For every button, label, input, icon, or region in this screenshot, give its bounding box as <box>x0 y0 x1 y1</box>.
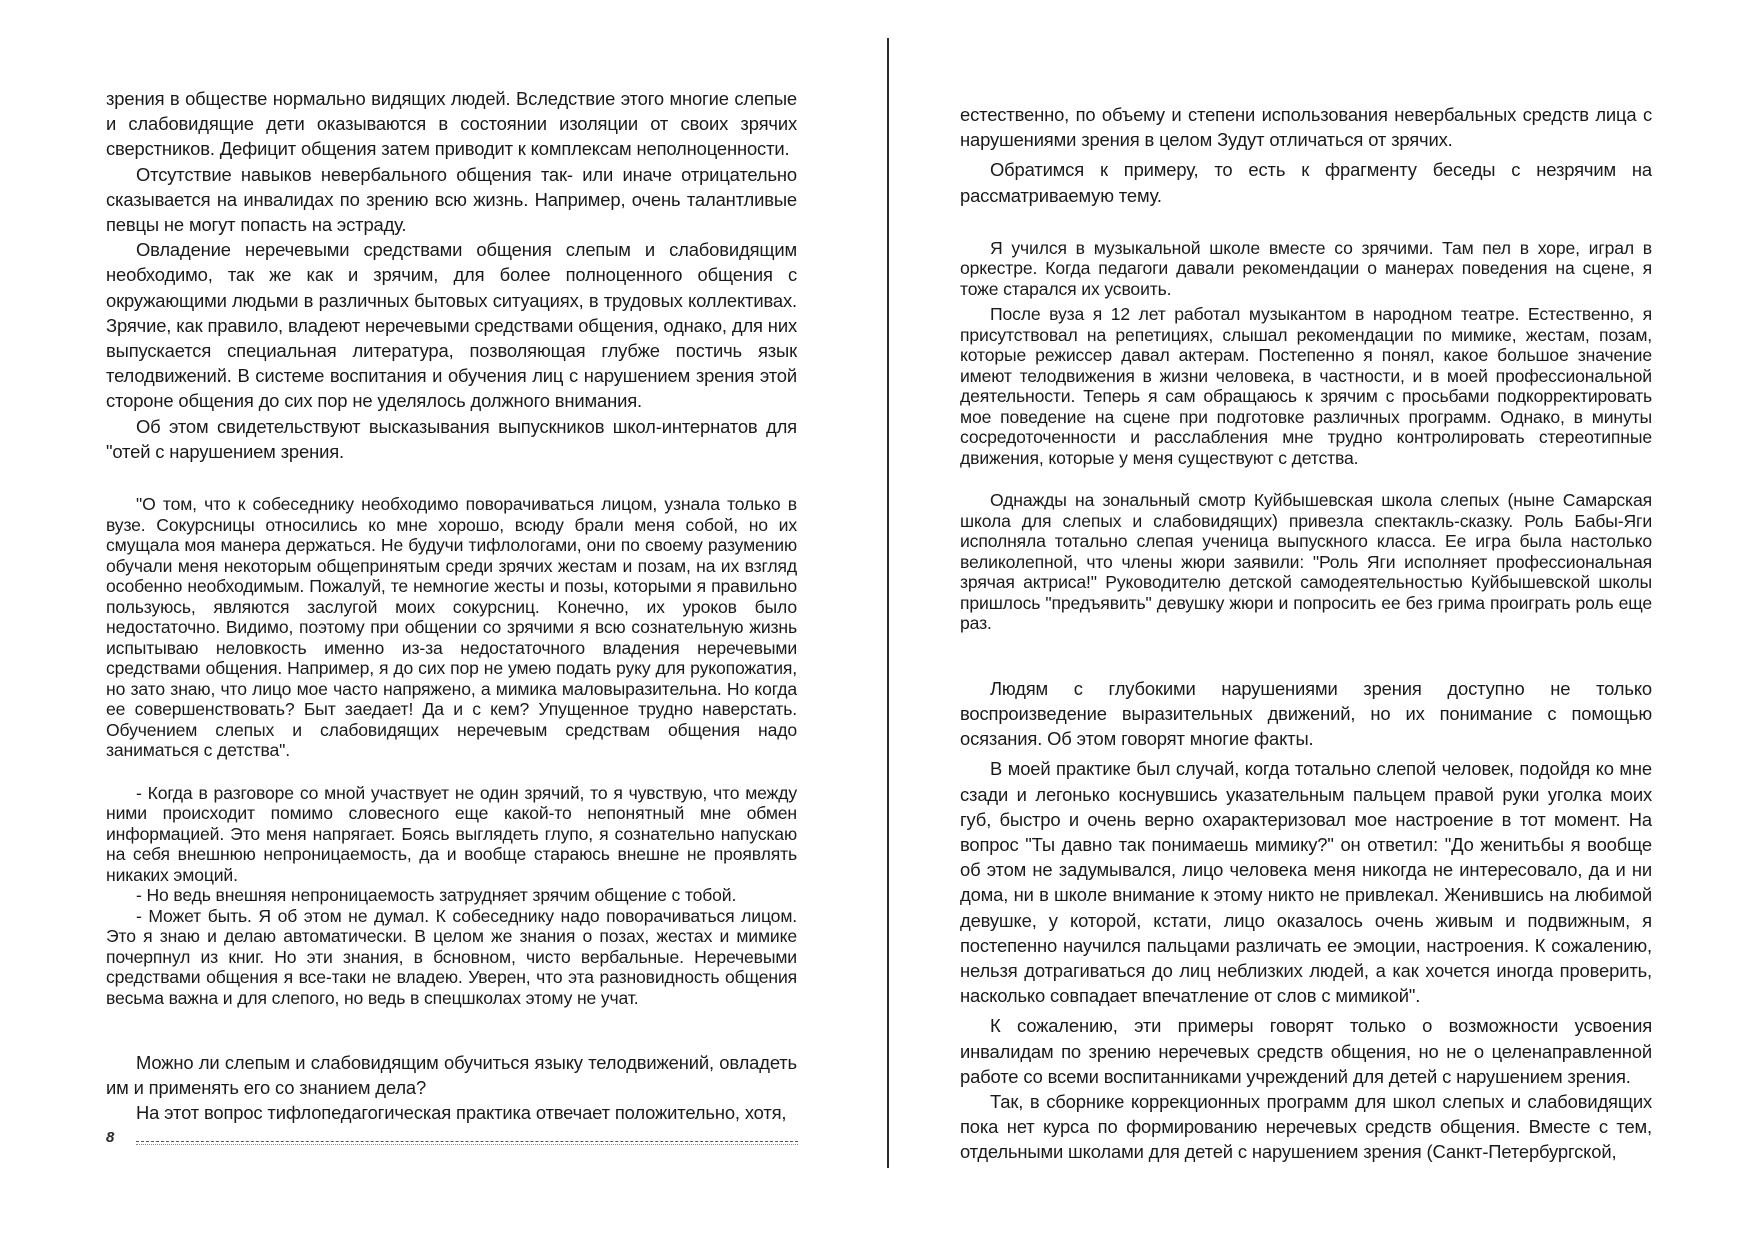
paragraph: Людям с глубокими нарушениями зрения доступно не только воспроизведение выразительных движений, но их понимание с помощью осязания. Об этом говорят многие факты. <box>960 677 1652 750</box>
right-text-column <box>960 102 1652 1165</box>
quote-block: После вуза я 12 лет работал музыкантом в народном театре. Естественно, я присутствовал на репетициях, слышал рекомендации по мимике, жестам, позам, которые режиссер давал актерам. Постепенно я понял, какое большое значение имеют телодвижения в жизни человека, в частности, и в моей профессиональной деятельности. Теперь я сам обращаюсь к зрячим с просьбами подкорректировать мое поведение на сцене при подготовке различных программ. Однако, в минуты сосредоточенности и расслабления мне трудно контролировать стереотипные движения, которые у меня существуют с детства. <box>960 304 1652 468</box>
paragraph: Так, в сборнике коррекционных программ для школ слепых и слабовидящих пока нет курса по формированию неречевых средств общения. Вместе с тем, отдельными школами для детей с нарушением зрения (Санкт-Петербургской, <box>960 1091 1652 1163</box>
paragraph: На этот вопрос тифлопедагогическая практика отвечает положительно, хотя, <box>136 1102 787 1124</box>
spacer <box>960 468 1652 490</box>
paragraph: В моей практике был случай, когда тотально слепой человек, подойдя ко мне сзади и легонько коснувшись указательным пальцем правой руки уголка моих губ, быстро и очень верно охарактеризовал мое настроение в тот момент. На вопрос "Ты давно так понимаешь мимику?" он ответил: "До женитьбы я вообще об этом не задумывался, лицо человека меня никогда не интересовало, да и ни дома, ни в школе внимание к этому никто не привлекал. Женившись на любимой девушке, у которой, кстати, лицо оказалось очень живым и подвижным, я постепенно научился пальцами различать ее эмоции, настроения. К сожалению, нельзя дотрагиваться до лиц неблизких людей, а как хочется иногда проверить, насколько совпадает впечатление от слов с мимикой". <box>960 758 1652 1007</box>
left-text-column <box>106 86 797 1126</box>
paragraph: зрения в обществе нормально видящих людей. Вследствие этого многие слепые и слабовидящие дети оказываются в состоянии изоляции от своих зрячих сверстников. Дефицит общения затем приводит к комплексам неполноценности. <box>106 88 797 160</box>
quote-block: "О том, что к собеседнику необходимо поворачиваться лицом, узнала только в вузе. Сокурсницы относились ко мне хорошо, всюду брали меня собой, но их смущала моя манера держаться. Не будучи тифлологами, они по своему разумению обучали меня некоторым общепринятым среди зрячих жестам и позам, на их взгляд особенно необходимым. Пожалуй, те немногие жесты и позы, которыми я правильно пользуюсь, являются заслугой моих сокурсниц. Конечно, их уроков было недостаточно. Видимо, поэтому при общении со зрячими я всю сознательную жизнь испытываю неловкость именно из-за недостаточного владения неречевыми средствами общения. Например, я до сих пор не умею подать руку для рукопожатия, но зато знаю, что лицо мое часто напряжено, а мимика маловыразительна. Но когда ее совершенствовать? Быт заедает! Да и с кем? Упущенное трудно наверстать. Обучением слепых и слабовидящих неречевым средствам общения надо заниматься с детства". <box>106 494 797 761</box>
paragraph: К сожалению, эти примеры говорят только о возможности усвоения инвалидам по зрению неречевых средств общения, но не о целенаправленной работе со всеми воспитанниками учреждений для детей с нарушением зрения. <box>960 1015 1652 1087</box>
spacer <box>106 464 797 494</box>
spacer <box>960 208 1652 238</box>
quote-block: Однажды на зональный смотр Куйбышевская школа слепых (ныне Самарская школа для слепых и слабовидящих) привезла спектакль-сказку. Роль Бабы-Яги исполняла тотально слепая ученица выпускного класса. Ее игра была настолько великолепной, что члены жюри заявили: "Роль Яги исполняет профессиональная зрячая актриса!" Руководителю детской самодеятельностью Куйбышевской школы пришлось "предъявить" девушку жюри и попросить ее без грима проиграть роль еще раз. <box>960 490 1652 634</box>
dialogue-line: - Но ведь внешняя непроницаемость затрудняет зрячим общение с тобой. <box>136 885 737 906</box>
book-spine-divider <box>887 38 889 1168</box>
spacer <box>106 761 797 783</box>
paragraph: Овладение неречевыми средствами общения слепым и слабовидящим необходимо, так же как и зрячим, для более полноценного общения с окружающими людьми в различных бытовых ситуациях, в трудовых коллективах. Зрячие, как правило, владеют неречевыми средствами общения, однако, для них выпускается специальная литература, позволяющая глубже постичь язык телодвижений. В системе воспитания и обучения лиц с нарушением зрения этой стороне общения до сих пор не уделялось должного внимания. <box>106 239 797 412</box>
right-page <box>890 0 1753 1241</box>
footer-rule <box>136 1141 798 1142</box>
paragraph: Обратимся к примеру, то есть к фрагменту беседы с незрячим на рассматриваемую тему. <box>960 159 1652 206</box>
page-number: 8 <box>106 1129 115 1146</box>
paragraph: Отсутствие навыков невербального общения так- или иначе отрицательно сказывается на инвалидах по зрению всю жизнь. Например, очень талантливые певцы не могут попасть на эстраду. <box>106 163 797 236</box>
dialogue-line: - Когда в разговоре со мной участвует не один зрячий, то я чувствую, что между ними происходит помимо словесного еще какой-то непонятный мне обмен информацией. Это меня напрягает. Боясь выглядеть глупо, я сознательно напускаю на себя внешнюю непроницаемость, да и вообще стараюсь внешне не проявлять никаких эмоций. <box>106 782 797 885</box>
paragraph: Можно ли слепым и слабовидящим обучиться языку телодвижений, овладеть им и применять его со знанием дела? <box>106 1052 797 1099</box>
spacer <box>960 634 1652 676</box>
paragraph: Об этом свидетельствуют высказывания выпускников школ-интернатов для "отей с нарушением зрения. <box>106 415 797 462</box>
footer-rule-secondary <box>136 1144 798 1145</box>
spacer <box>106 1008 797 1050</box>
dialogue-line: - Может быть. Я об этом не думал. К собеседнику надо поворачиваться лицом. Это я знаю и делаю автоматически. В целом же знания о позах, жестах и мимике почерпнул из книг. Но эти знания, в бсновном, чисто вербальные. Неречевыми средствами общения я все-таки не владею. Уверен, что эта разновидность общения весьма важна и для слепого, но ведь в спецшколах этому не учат. <box>106 905 797 1008</box>
quote-block: Я учился в музыкальной школе вместе со зрячими. Там пел в хоре, играл в оркестре. Когда педагоги давали рекомендации о манерах поведения на сцене, я тоже старался их усвоить. <box>960 237 1652 299</box>
paragraph: естественно, по объему и степени использования невербальных средств лица с нарушениями зрения в целом Зудут отличаться от зрячих. <box>960 104 1652 151</box>
